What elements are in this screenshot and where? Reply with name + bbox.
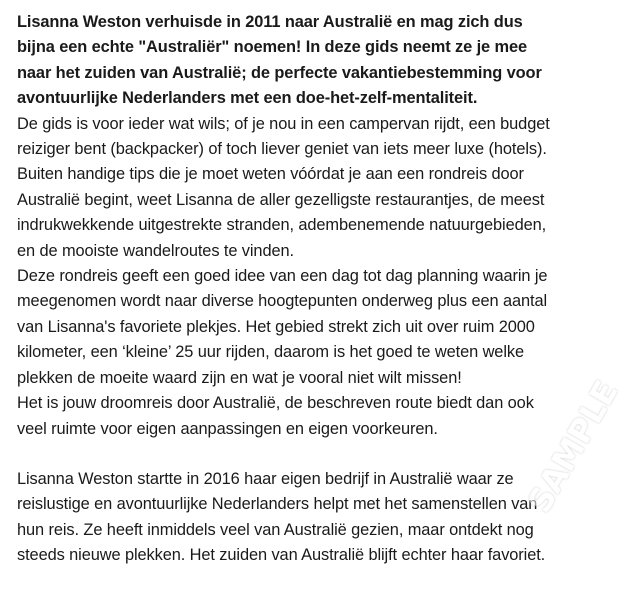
body-line: plekken de moeite waard zijn en wat je vooral niet wilt missen! — [17, 368, 462, 387]
body-line: kilometer, een ‘kleine’ 25 uur rijden, daarom is het goed te weten welke — [17, 343, 524, 362]
body-line: van Lisanna's favoriete plekjes. Het gebied strekt zich uit over ruim 2000 — [17, 317, 535, 336]
body-line: Het is jouw droomreis door Australië, de beschreven route biedt dan ook — [17, 394, 534, 413]
author-line: reislustige en avontuurlijke Nederlanders helpt met het samenstellen van — [17, 495, 538, 514]
body-line: en de mooiste wandelroutes te vinden. — [17, 241, 294, 260]
body-line: De gids is voor ieder wat wils; of je nou in een campervan rijdt, een budget — [17, 114, 550, 133]
author-line: Lisanna Weston startte in 2016 haar eigen bedrijf in Australië waar ze — [17, 469, 514, 488]
body-line: reiziger bent (backpacker) of toch liever geniet van iets meer luxe (hotels). — [17, 140, 547, 159]
body-line: veel ruimte voor eigen aanpassingen en eigen voorkeuren. — [17, 419, 438, 438]
body-paragraph — [17, 112, 585, 442]
watermark-text: SAMPLE — [520, 374, 626, 519]
paragraph-spacer — [17, 442, 585, 467]
intro-line: bijna een echte "Australiër" noemen! In deze gids neemt ze je mee — [17, 38, 528, 57]
body-line: Australië begint, weet Lisanna de aller gezelligste restaurantjes, de meest — [17, 190, 545, 209]
body-line: meegenomen wordt naar diverse hoogtepunten onderweg plus een aantal — [17, 292, 548, 311]
body-line: Deze rondreis geeft een goed idee van een dag tot dag planning waarin je — [17, 267, 548, 286]
intro-paragraph — [17, 10, 585, 112]
author-line: steeds nieuwe plekken. Het zuiden van Australië blijft echter haar favoriet. — [17, 546, 546, 565]
body-line: Buiten handige tips die je moet weten vóórdat je aan een rondreis door — [17, 165, 524, 184]
intro-line: Lisanna Weston verhuisde in 2011 naar Australië en mag zich dus — [17, 13, 523, 31]
sample-watermark — [490, 374, 626, 591]
intro-line: naar het zuiden van Australië; de perfecte vakantiebestemming voor — [17, 63, 542, 82]
intro-line: avontuurlijke Nederlanders met een doe-het-zelf-mentaliteit. — [17, 89, 478, 108]
body-line: indrukwekkende uitgestrekte stranden, adembenemende natuurgebieden, — [17, 216, 547, 235]
author-line: hun reis. Ze heeft inmiddels veel van Australië gezien, maar ontdekt nog — [17, 520, 534, 539]
